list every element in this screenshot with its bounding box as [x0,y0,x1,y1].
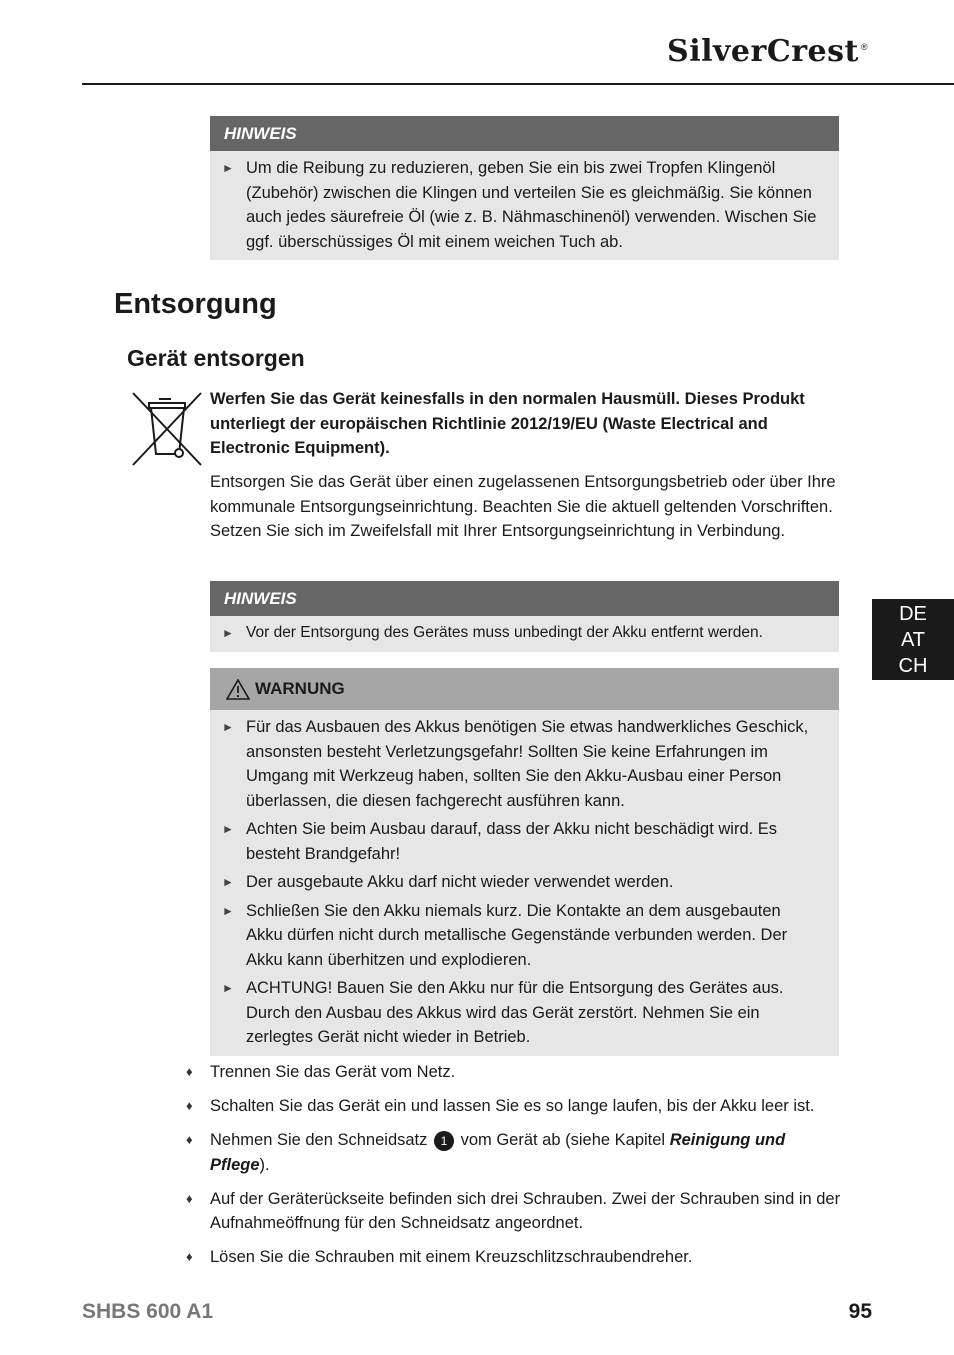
section-title: Entsorgung [114,288,277,320]
note-box-title: HINWEIS [210,581,839,616]
warning-item: ► Schließen Sie den Akku niemals kurz. Die Kontakte an dem ausgebauten Akku dürfen nicht durch metallische Gegenstände verbunden werden. Der Akku kann überhitzen und explodieren. [220,899,821,973]
steps-list [186,1060,846,1279]
arrow-bullet-icon: ► [222,822,234,836]
note-item: ► Um die Reibung zu reduzieren, geben Sie ein bis zwei Tropfen Klingenöl (Zubehör) zwischen die Klingen und verteilen Sie es gleichmäßig. Sie können auch jedes säurefreie Öl (wie z. B. Nähmaschinenöl) verwenden. Wischen Sie ggf. überschüssiges Öl mit einem weichen Tuch ab. [220,156,821,254]
warning-item: ► Achten Sie beim Ausbau darauf, dass der Akku nicht beschädigt wird. Es besteht Brandgefahr! [220,817,821,866]
warning-box [210,668,839,1056]
list-item: ♦ Schalten Sie das Gerät ein und lassen Sie es so lange laufen, bis der Akku leer ist. [186,1094,846,1119]
diamond-bullet-icon: ♦ [186,1190,193,1206]
note-item: ► Vor der Entsorgung des Gerätes muss unbedingt der Akku entfernt werden. [220,621,821,646]
diamond-bullet-icon: ♦ [186,1132,193,1147]
arrow-bullet-icon: ► [222,720,234,734]
diamond-bullet-icon: ♦ [186,1098,193,1113]
lang-ch: CH [898,655,928,677]
warning-title: WARNUNG [210,668,839,710]
page-number: 95 [848,1300,872,1323]
chapter-reference: Reinigung und Pflege [210,1131,786,1174]
footer-model: SHBS 600 A1 [82,1300,214,1323]
subsection-title: Gerät entsorgen [127,345,305,371]
arrow-bullet-icon: ► [222,903,234,918]
note-box-oil [210,116,839,260]
note-box-battery [210,581,839,652]
arrow-bullet-icon: ► [222,626,234,640]
warning-triangle-icon [226,679,250,700]
arrow-bullet-icon: ► [222,981,234,995]
part-number-badge: 1 [434,1131,454,1151]
arrow-bullet-icon: ► [222,875,234,889]
lang-at: AT [900,629,926,651]
list-item: ♦ Trennen Sie das Gerät vom Netz. [186,1060,846,1085]
diamond-bullet-icon: ♦ [186,1064,193,1079]
arrow-bullet-icon: ► [222,161,234,175]
warning-item: ► Für das Ausbauen des Akkus benötigen Sie etwas handwerkliches Geschick, ansonsten besteht Verletzungsgefahr! Sollten Sie keine Erfahrungen im Umgang mit Werkzeug haben, sollten Sie den Akku-Ausbau einer Person überlassen, die diesen fachgerecht ausführen kann. [220,715,821,813]
lang-de: DE [899,603,927,625]
disposal-paragraph: Entsorgen Sie das Gerät über einen zugelassenen Entsorgungsbetrieb oder über Ihre kommunale Entsorgungseinrichtung. Beachten Sie die aktuell geltenden Vorschriften. Setzen Sie sich im Zweifelsfall mit Ihrer Entsorgungseinrichtung in Verbindung. [210,473,836,540]
list-item: ♦ Nehmen Sie den Schneidsatz 1 vom Gerät ab (siehe Kapitel Reinigung und Pflege). [186,1128,846,1177]
weee-notice: Werfen Sie das Gerät keinesfalls in den normalen Hausmüll. Dieses Produkt unterliegt der europäischen Richtlinie 2012/19/EU (Waste Electrical and Electronic Equipment). [210,390,805,457]
list-item: ♦ Lösen Sie die Schrauben mit einem Kreuzschlitzschraubendreher. [186,1245,846,1270]
language-tab [872,599,954,680]
warning-item: ► ACHTUNG! Bauen Sie den Akku nur für die Entsorgung des Gerätes aus. Durch den Ausbau des Akkus wird das Gerät zerstört. Nehmen Sie ein zerlegtes Gerät nicht wieder in Betrieb. [220,976,821,1050]
note-box-title: HINWEIS [210,116,839,151]
list-item: ♦ Auf der Geräterückseite befinden sich drei Schrauben. Zwei der Schrauben sind in der Aufnahmeöffnung für den Schneidsatz angeordnet. [186,1187,846,1236]
diamond-bullet-icon: ♦ [186,1249,193,1264]
warning-item: ► Der ausgebaute Akku darf nicht wieder verwendet werden. [220,870,821,895]
brand-logo: SilverCrest ® [667,34,868,69]
crossed-out-wheelie-bin-icon [131,391,203,467]
header-rule [82,83,954,85]
